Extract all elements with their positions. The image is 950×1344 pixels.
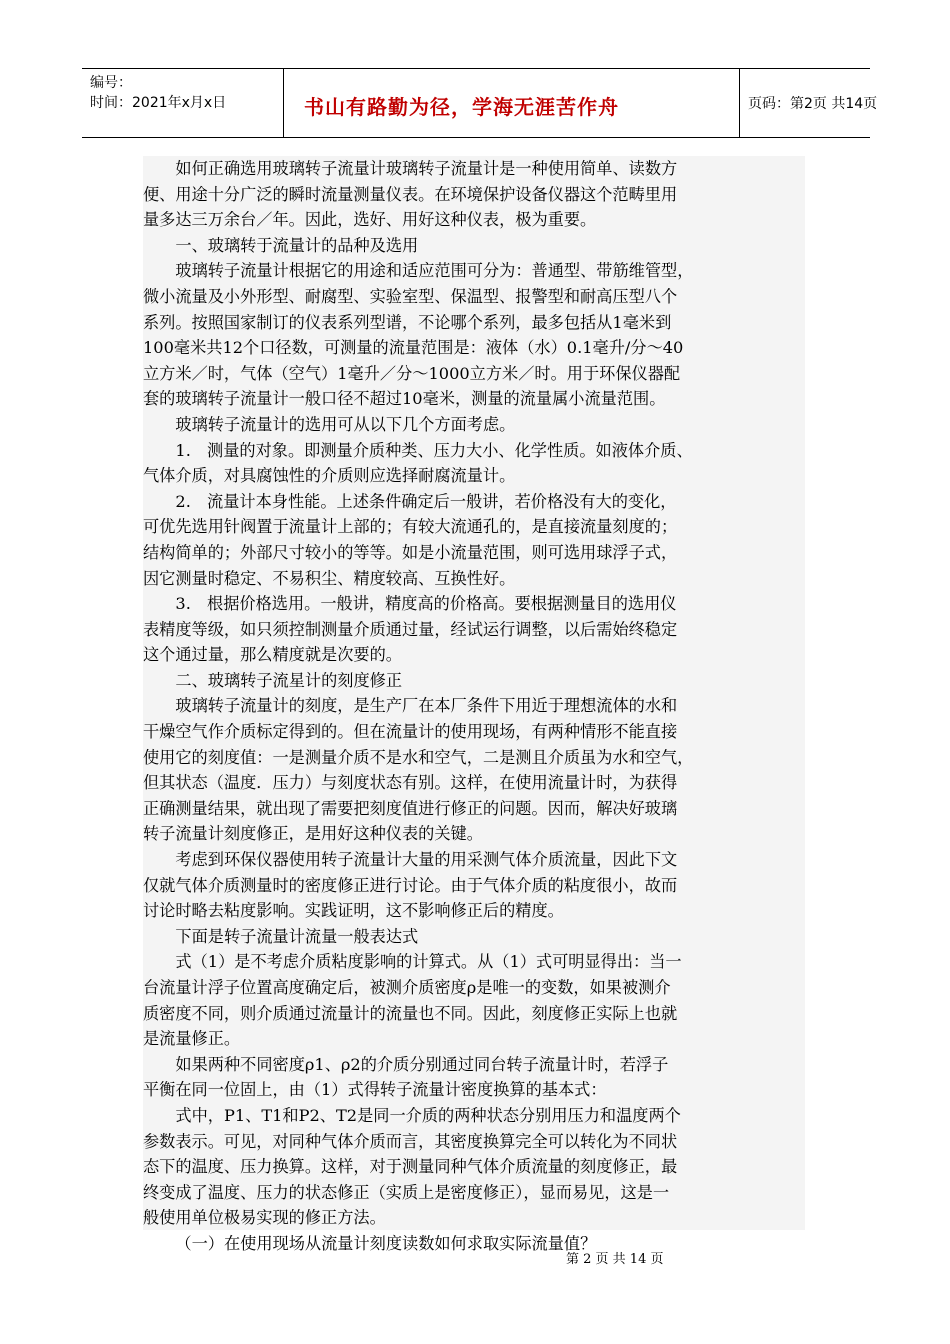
text-line: 套的玻璃转子流量计一般口径不超过10毫米，测量的流量属小流量范围。 <box>143 389 666 409</box>
paragraph <box>143 591 805 668</box>
text-line: 气体介质，对具腐蚀性的介质则应选择耐腐流量计。 <box>143 466 516 486</box>
text-line: 台流量计浮子位置高度确定后，被测介质密度ρ是唯一的变数，如果被测介 <box>143 978 671 997</box>
text-line: 玻璃转子流量计根据它的用途和适应范围可分为：普通型、带筋维管型， <box>175 261 694 281</box>
paragraph <box>143 489 805 591</box>
text-line: 参数表示。可见，对同种气体介质而言，其密度换算完全可以转化为不同状 <box>143 1131 678 1151</box>
text-line: 讨论时略去粘度影响。实践证明，这不影响修正后的精度。 <box>143 901 564 921</box>
header-meta-cell <box>82 69 284 137</box>
text-line: 100毫米共12个口径数，可测量的流量范围是：液体（水）0.1毫升/分～40 <box>143 338 684 358</box>
paragraph <box>143 438 805 489</box>
text-line: 量多达三万余台／年。因此，选好、用好这种仪表，极为重要。 <box>143 210 597 230</box>
header-page-cell <box>740 69 878 137</box>
text-line: 终变成了温度、压力的状态修正（实质上是密度修正），显而易见，这是一 <box>143 1182 670 1202</box>
paragraph <box>143 412 805 438</box>
text-line: 如果两种不同密度ρ1、ρ2的介质分别通过同台转子流量计时，若浮子 <box>175 1054 669 1074</box>
footer-page-number: 第 2 页 共 14 页 <box>566 1252 664 1267</box>
paragraph <box>143 233 805 259</box>
text-line: （一）在使用现场从流量计刻度读数如何求取实际流量值？ <box>175 1233 597 1253</box>
paragraph <box>143 258 805 412</box>
text-line: 玻璃转子流量计的刻度，是生产厂在本厂条件下用近于理想流体的水和 <box>175 696 678 716</box>
serial-label: 编号： <box>90 75 132 91</box>
text-line: 一、玻璃转于流量计的品种及选用 <box>175 235 419 255</box>
text-line: 式（1）是不考虑介质粘度影响的计算式。从（1）式可明显得出：当一 <box>175 952 682 972</box>
paragraph <box>143 924 805 950</box>
paragraph <box>143 847 805 924</box>
text-line: 微小流量及小外形型、耐腐型、实验室型、保温型、报警型和耐高压型八个 <box>143 286 678 306</box>
text-line: 玻璃转子流量计的选用可从以下几个方面考虑。 <box>175 414 516 434</box>
text-line: 考虑到环保仪器使用转子流量计大量的用采测气体介质流量，因此下文 <box>175 850 678 870</box>
text-line: 般使用单位极易实现的修正方法。 <box>143 1208 386 1228</box>
page-header <box>82 68 878 138</box>
text-line: 3. 根据价格选用。一般讲，精度高的价格高。要根据测量目的选用仪 <box>175 594 677 614</box>
date-label: 时间：2021年x月x日 <box>90 95 227 111</box>
text-line: 2. 流量计本身性能。上述条件确定后一般讲，若价格没有大的变化， <box>175 491 677 511</box>
text-line: 结构简单的；外部尺寸较小的等等。如是小流量范围，则可选用球浮子式， <box>143 542 678 562</box>
text-line: 系列。按照国家制订的仪表系列型谱，不论哪个系列，最多包括从1毫米到 <box>143 312 672 332</box>
paragraph <box>143 668 805 694</box>
text-line: 平衡在同一位固上，由（1）式得转子流量计密度换算的基本式： <box>143 1080 607 1100</box>
paragraph <box>143 1103 805 1231</box>
paragraph <box>143 949 805 1051</box>
paragraph <box>143 156 805 233</box>
text-line: 可优先选用针阀置于流量计上部的；有较大流通孔的，是直接流量刻度的； <box>143 517 678 537</box>
text-line: 便、用途十分广泛的瞬时流量测量仪表。在环境保护设备仪器这个范畴里用 <box>143 184 678 204</box>
page-number-label: 页码：第2页 共14页 <box>748 96 878 112</box>
text-line: 二、玻璃转子流星计的刻度修正 <box>175 670 403 690</box>
paragraph <box>143 1231 805 1257</box>
document-body <box>143 156 805 1253</box>
text-line: 表精度等级，如只须控制测量介质通过量，经试运行调整，以后需始终稳定 <box>143 619 678 639</box>
text-line: 式中，P1、T1和P2、T2是同一介质的两种状态分别用压力和温度两个 <box>175 1105 681 1125</box>
paragraph <box>143 1052 805 1103</box>
text-line: 下面是转子流量计流量一般表达式 <box>175 926 419 946</box>
paragraph <box>143 693 805 847</box>
header-motto-cell <box>284 69 740 137</box>
text-line: 态下的温度、压力换算。这样，对于测量同种气体介质流量的刻度修正，最 <box>143 1157 678 1177</box>
text-line: 因它测量时稳定、不易积尘、精度较高、互换性好。 <box>143 568 516 588</box>
text-line: 质密度不同，则介质通过流量计的流量也不同。因此，刻度修正实际上也就 <box>143 1003 678 1023</box>
text-line: 仅就气体介质测量时的密度修正进行讨论。由于气体介质的粘度很小，故而 <box>143 875 678 895</box>
text-line: 干燥空气作介质标定得到的。但在流量计的使用现场，有两种情形不能直接 <box>143 722 678 742</box>
text-line: 这个通过量，那么精度就是次要的。 <box>143 645 402 665</box>
motto: 书山有路勤为径，学海无涯苦作舟 <box>304 95 619 119</box>
text-line: 转子流量计刻度修正，是用好这种仪表的关键。 <box>143 824 483 844</box>
text-line: 正确测量结果，就出现了需要把刻度值进行修正的问题。因而，解决好玻璃 <box>143 798 678 818</box>
text-line: 但其状态（温度．压力）与刻度状态有别。这样，在使用流量计时，为获得 <box>143 773 678 793</box>
text-line: 立方米／时，气体（空气）1毫升／分～1000立方米／时。用于环保仪器配 <box>143 363 681 383</box>
text-line: 如何正确选用玻璃转子流量计玻璃转子流量计是一种使用简单、读数方 <box>175 159 678 178</box>
text-line: 1. 测量的对象。即测量介质种类、压力大小、化学性质。如液体介质、 <box>175 440 693 460</box>
text-line: 使用它的刻度值：一是测量介质不是水和空气，二是测且介质虽为水和空气， <box>143 747 694 767</box>
text-line: 是流量修正。 <box>143 1029 241 1049</box>
